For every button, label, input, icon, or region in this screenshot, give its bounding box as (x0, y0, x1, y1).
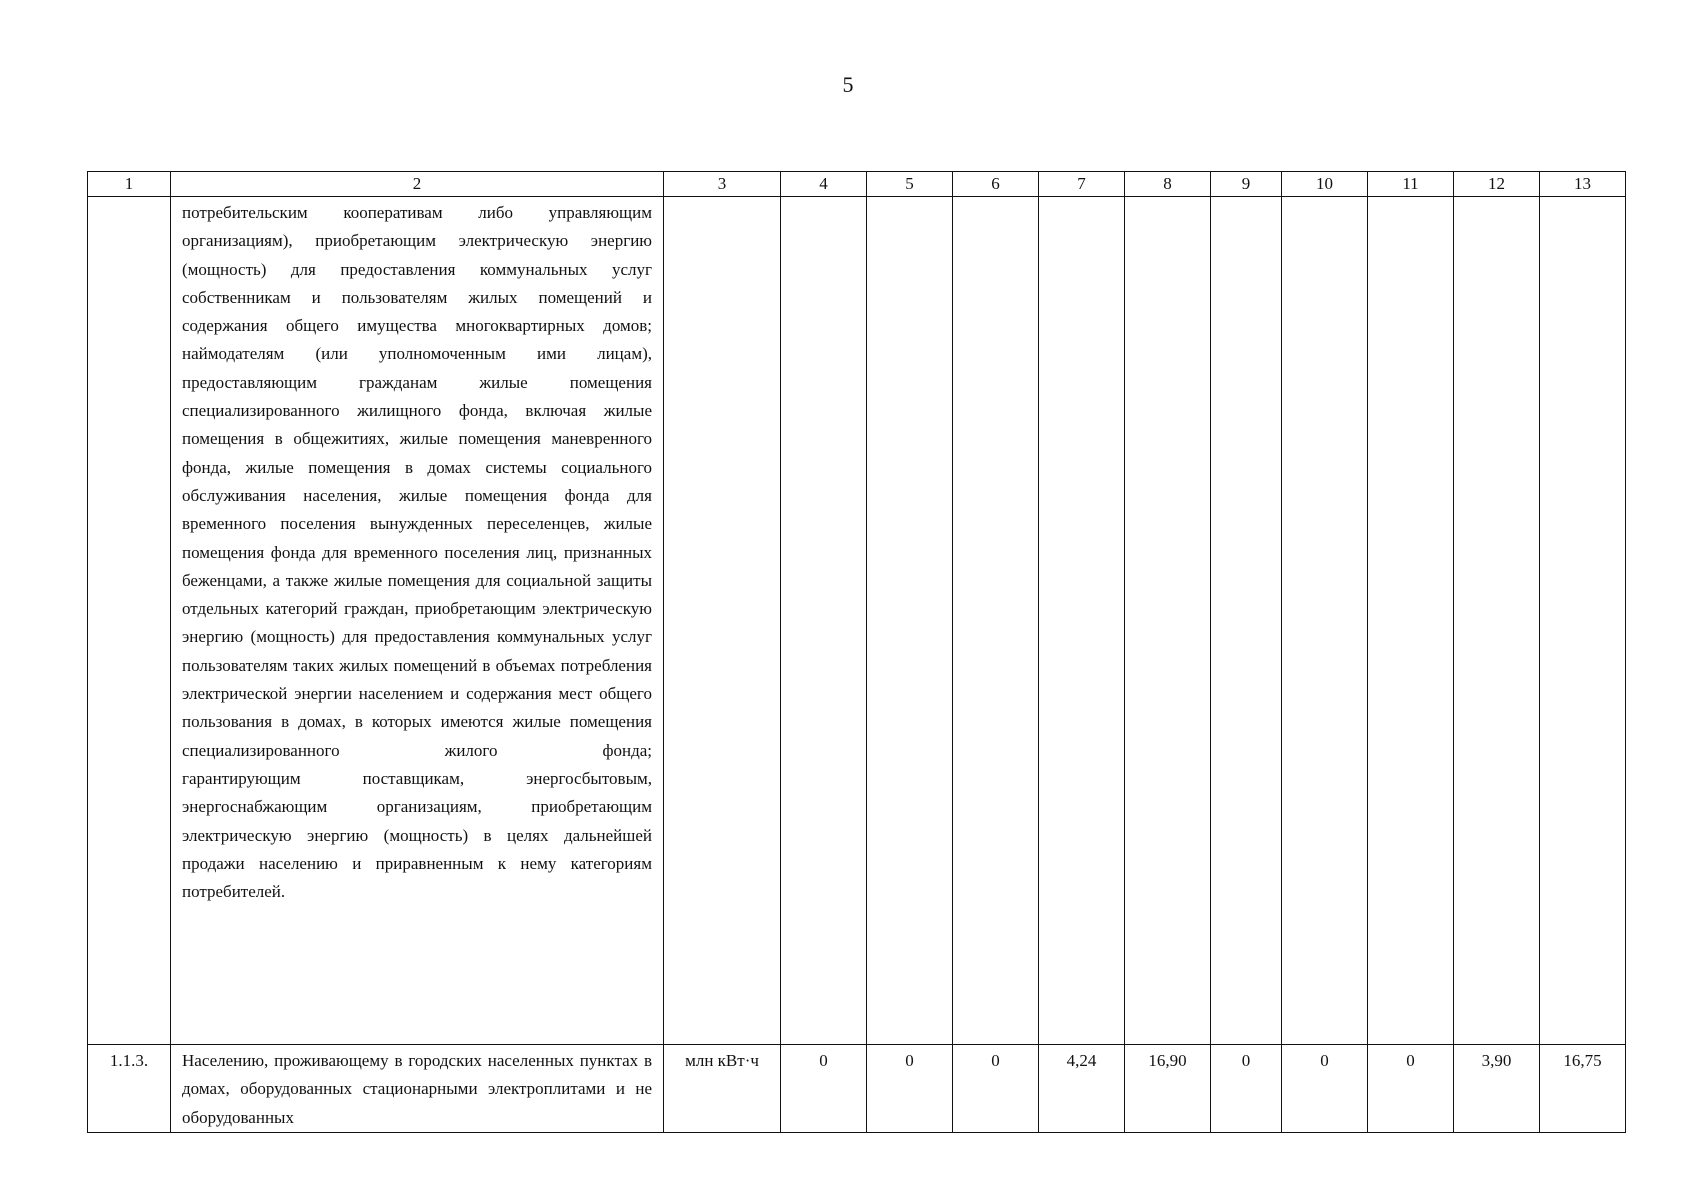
value-cell (1282, 197, 1368, 1045)
description-paragraph: наймодателям (или уполномоченным ими лицам), предоставляющим гражданам жилые помещения специализированного жилищного фонда, включая жилые помещения в общежитиях, жилые помещения маневренного фонда, жилые помещения в домах системы социального обслуживания населения, жилые помещения фонда для временного поселения вынужденных переселенцев, жилые помещения фонда для временного поселения лиц, признанных беженцами, а также жилые помещения для социальной защиты отдельных категорий граждан, приобретающим электрическую энергию (мощность) для предоставления коммунальных услуг пользователям таких жилых помещений в объемах потребления электрической энергии населением и содержания мест общего пользования в домах, в которых имеются жилые помещения специализированного жилого фонда; (182, 344, 652, 760)
description-cell (171, 1045, 664, 1133)
value-cell (1211, 197, 1282, 1045)
value-cell (1454, 197, 1540, 1045)
row-number-cell: 1.1.3. (88, 1045, 171, 1133)
column-header: 13 (1540, 172, 1626, 197)
unit-cell (664, 197, 781, 1045)
value-cell (781, 197, 867, 1045)
value-cell: 0 (1368, 1045, 1454, 1133)
value-cell: 0 (1282, 1045, 1368, 1133)
tariff-table (87, 171, 1626, 1133)
value-cell (867, 197, 953, 1045)
value-cell: 4,24 (1039, 1045, 1125, 1133)
value-cell (953, 197, 1039, 1045)
value-cell (1368, 197, 1454, 1045)
value-cell: 16,75 (1540, 1045, 1626, 1133)
value-cell: 0 (1211, 1045, 1282, 1133)
column-header: 9 (1211, 172, 1282, 197)
column-number-row (88, 172, 1626, 197)
value-cell: 0 (781, 1045, 867, 1133)
description-cell (171, 197, 664, 1045)
column-header: 5 (867, 172, 953, 197)
column-header: 4 (781, 172, 867, 197)
page-number: 5 (842, 72, 854, 97)
description-paragraph: потребительским кооперативам либо управляющим организациям), приобретающим электрическую энергию (мощность) для предоставления коммунальных услуг собственникам и пользователям жилых помещений и содержания общего имущества многоквартирных домов; (182, 203, 652, 336)
column-header: 12 (1454, 172, 1540, 197)
value-cell (1540, 197, 1626, 1045)
value-cell: 0 (867, 1045, 953, 1133)
description-paragraph: Населению, проживающему в городских населенных пунктах в домах, оборудованных стационарными электроплитами и не оборудованных (182, 1051, 652, 1127)
table-row-1-1-3 (88, 1045, 1626, 1133)
value-cell (1125, 197, 1211, 1045)
value-cell (1039, 197, 1125, 1045)
description-paragraph: гарантирующим поставщикам, энергосбытовым, энергоснабжающим организациям, приобретающим электрическую энергию (мощность) в целях дальнейшей продажи населению и приравненным к нему категориям потребителей. (182, 768, 652, 902)
column-header: 3 (664, 172, 781, 197)
column-header: 8 (1125, 172, 1211, 197)
value-cell: 3,90 (1454, 1045, 1540, 1133)
row-number-cell (88, 197, 171, 1045)
column-header: 6 (953, 172, 1039, 197)
value-cell: 0 (953, 1045, 1039, 1133)
table-row-continued (88, 197, 1626, 1045)
column-header: 10 (1282, 172, 1368, 197)
column-header: 11 (1368, 172, 1454, 197)
column-header: 2 (171, 172, 664, 197)
unit-cell: млн кВт·ч (664, 1045, 781, 1133)
column-header: 7 (1039, 172, 1125, 197)
column-header: 1 (88, 172, 171, 197)
value-cell: 16,90 (1125, 1045, 1211, 1133)
